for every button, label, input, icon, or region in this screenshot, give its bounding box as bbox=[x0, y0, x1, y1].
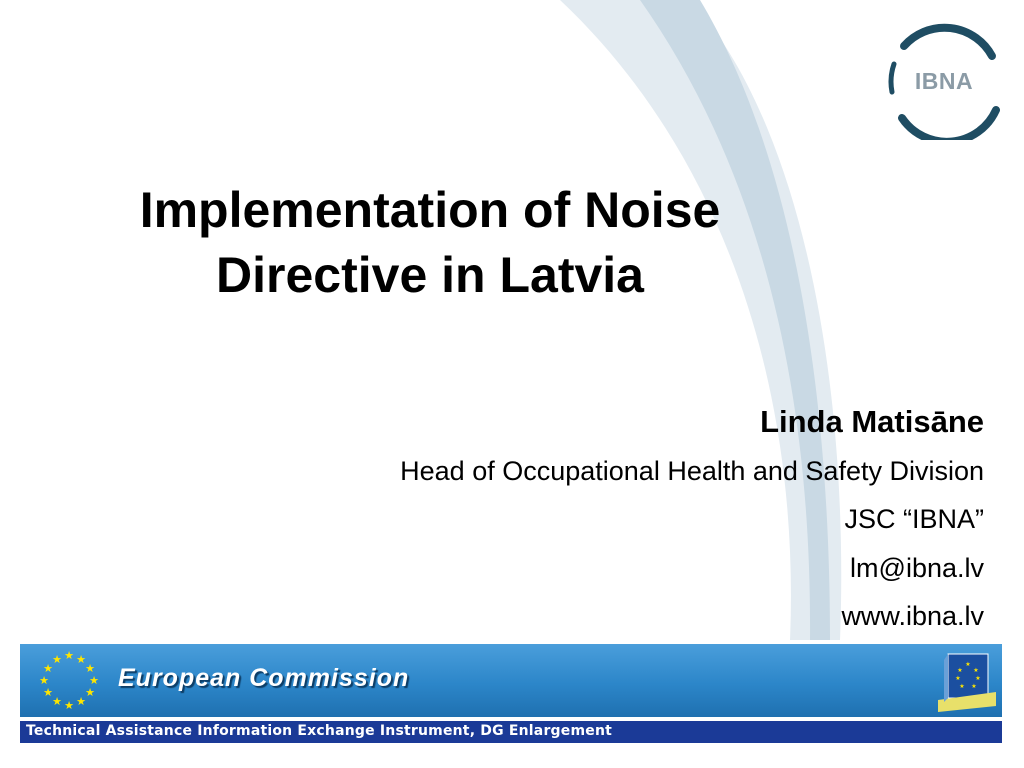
presenter-name: Linda Matisāne bbox=[760, 404, 984, 439]
svg-text:★: ★ bbox=[52, 696, 62, 708]
title-line-2: Directive in Latvia bbox=[216, 247, 644, 303]
svg-text:★: ★ bbox=[89, 675, 99, 687]
svg-text:★: ★ bbox=[85, 687, 95, 699]
presenter-position: Head of Occupational Health and Safety Division bbox=[400, 455, 984, 486]
svg-text:★: ★ bbox=[52, 654, 62, 666]
svg-text:★: ★ bbox=[955, 676, 961, 682]
svg-text:★: ★ bbox=[971, 684, 977, 690]
eu-stars-icon bbox=[36, 647, 102, 713]
ec-banner bbox=[20, 644, 1002, 717]
svg-text:★: ★ bbox=[43, 663, 53, 675]
svg-text:★: ★ bbox=[973, 668, 979, 674]
svg-text:★: ★ bbox=[959, 684, 965, 690]
svg-text:★: ★ bbox=[975, 676, 981, 682]
slide-title bbox=[40, 178, 820, 308]
title-line-1: Implementation of Noise bbox=[139, 182, 721, 238]
svg-text:★: ★ bbox=[76, 696, 86, 708]
presenter-company: JSC “IBNA” bbox=[844, 504, 984, 534]
footer-banner bbox=[20, 644, 1002, 744]
ec-subbar bbox=[20, 721, 1002, 743]
svg-text:★: ★ bbox=[957, 668, 963, 674]
svg-text:★: ★ bbox=[64, 650, 74, 662]
presenter-website: www.ibna.lv bbox=[841, 601, 984, 631]
presenter-email: lm@ibna.lv bbox=[850, 552, 984, 583]
european-commission-label: European Commission bbox=[118, 664, 410, 692]
svg-text:★: ★ bbox=[64, 700, 74, 712]
svg-text:★: ★ bbox=[39, 675, 49, 687]
eu-flag-icon bbox=[938, 650, 996, 712]
svg-text:★: ★ bbox=[85, 663, 95, 675]
taiex-label: Technical Assistance Information Exchange Instrument, DG Enlargement bbox=[26, 723, 613, 739]
svg-text:★: ★ bbox=[965, 662, 971, 668]
svg-text:★: ★ bbox=[76, 654, 86, 666]
logo-text: IBNA bbox=[914, 67, 974, 94]
ibna-logo bbox=[884, 22, 1004, 140]
svg-text:★: ★ bbox=[43, 687, 53, 699]
presenter-block bbox=[184, 398, 984, 641]
